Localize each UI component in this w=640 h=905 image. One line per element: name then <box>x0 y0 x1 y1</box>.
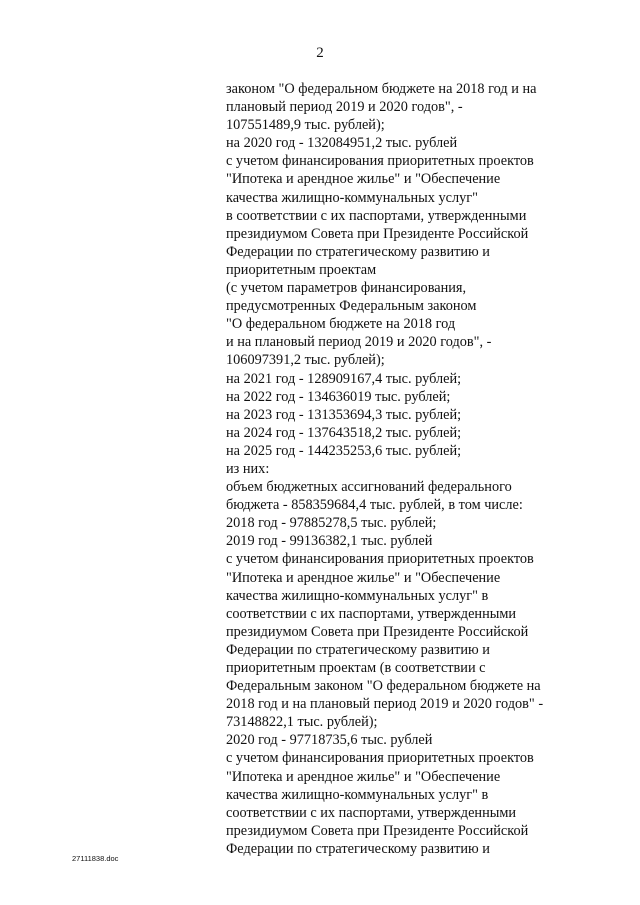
text-line: на 2023 год - 131353694,3 тыс. рублей; <box>226 406 462 423</box>
text-line: 2019 год - 99136382,1 тыс. рублей <box>226 533 433 550</box>
text-line: предусмотренных Федеральным законом <box>226 298 477 315</box>
text-line: плановый период 2019 и 2020 годов", - <box>226 99 463 116</box>
text-line: "О федеральном бюджете на 2018 год <box>226 316 456 333</box>
text-line: на 2020 год - 132084951,2 тыс. рублей <box>226 135 458 152</box>
text-line: с учетом финансирования приоритетных проектов <box>226 153 534 170</box>
text-line: приоритетным проектам <box>226 261 377 278</box>
text-line: объем бюджетных ассигнований федерального <box>226 479 512 496</box>
text-line: президиумом Совета при Президенте Российской <box>226 822 529 839</box>
text-line: соответствии с их паспортами, утвержденными <box>226 804 517 821</box>
text-line: в соответствии с их паспортами, утвержденными <box>226 207 527 224</box>
text-line: "Ипотека и арендное жилье" и "Обеспечение <box>226 768 501 785</box>
text-line: качества жилищно-коммунальных услуг" в <box>226 587 489 604</box>
text-line: и на плановый период 2019 и 2020 годов", - <box>226 334 492 351</box>
text-line: на 2025 год - 144235253,6 тыс. рублей; <box>226 442 462 459</box>
text-line: законом "О федеральном бюджете на 2018 год и на <box>226 81 537 97</box>
text-line: соответствии с их паспортами, утвержденными <box>226 605 517 622</box>
text-line: приоритетным проектам (в соответствии с <box>226 660 486 676</box>
text-line: качества жилищно-коммунальных услуг" <box>226 189 478 206</box>
text-line: 2018 год и на плановый период 2019 и 2020 годов" - <box>226 696 544 713</box>
text-line: Федерации по стратегическому развитию и <box>226 243 490 260</box>
text-line: 107551489,9 тыс. рублей); <box>226 117 385 134</box>
text-line: Федерации по стратегическому развитию и <box>226 641 490 658</box>
text-line: Федерации по стратегическому развитию и <box>226 840 490 857</box>
text-line: 106097391,2 тыс. рублей); <box>226 352 385 369</box>
text-line: президиумом Совета при Президенте Российской <box>226 225 529 242</box>
text-line: из них: <box>226 460 270 477</box>
text-line: на 2024 год - 137643518,2 тыс. рублей; <box>226 424 462 441</box>
text-line: качества жилищно-коммунальных услуг" в <box>226 786 489 803</box>
text-line: "Ипотека и арендное жилье" и "Обеспечение <box>226 569 501 586</box>
body-text <box>226 80 626 858</box>
text-line: с учетом финансирования приоритетных проектов <box>226 551 534 568</box>
text-line: (с учетом параметров финансирования, <box>226 280 467 297</box>
text-line: 2020 год - 97718735,6 тыс. рублей <box>226 732 433 749</box>
text-line: "Ипотека и арендное жилье" и "Обеспечение <box>226 171 501 188</box>
page-number: 2 <box>316 45 324 61</box>
text-line: 73148822,1 тыс. рублей); <box>226 714 378 731</box>
text-line: президиумом Совета при Президенте Российской <box>226 623 529 640</box>
text-line: бюджета - 858359684,4 тыс. рублей, в том числе: <box>226 497 523 514</box>
text-line: Федеральным законом "О федеральном бюджете на <box>226 678 541 695</box>
footer-file-reference: 27111838.doc <box>72 854 119 863</box>
text-line: на 2021 год - 128909167,4 тыс. рублей; <box>226 370 462 387</box>
text-line: с учетом финансирования приоритетных проектов <box>226 750 534 767</box>
text-line: на 2022 год - 134636019 тыс. рублей; <box>226 388 451 405</box>
text-line: 2018 год - 97885278,5 тыс. рублей; <box>226 515 437 532</box>
